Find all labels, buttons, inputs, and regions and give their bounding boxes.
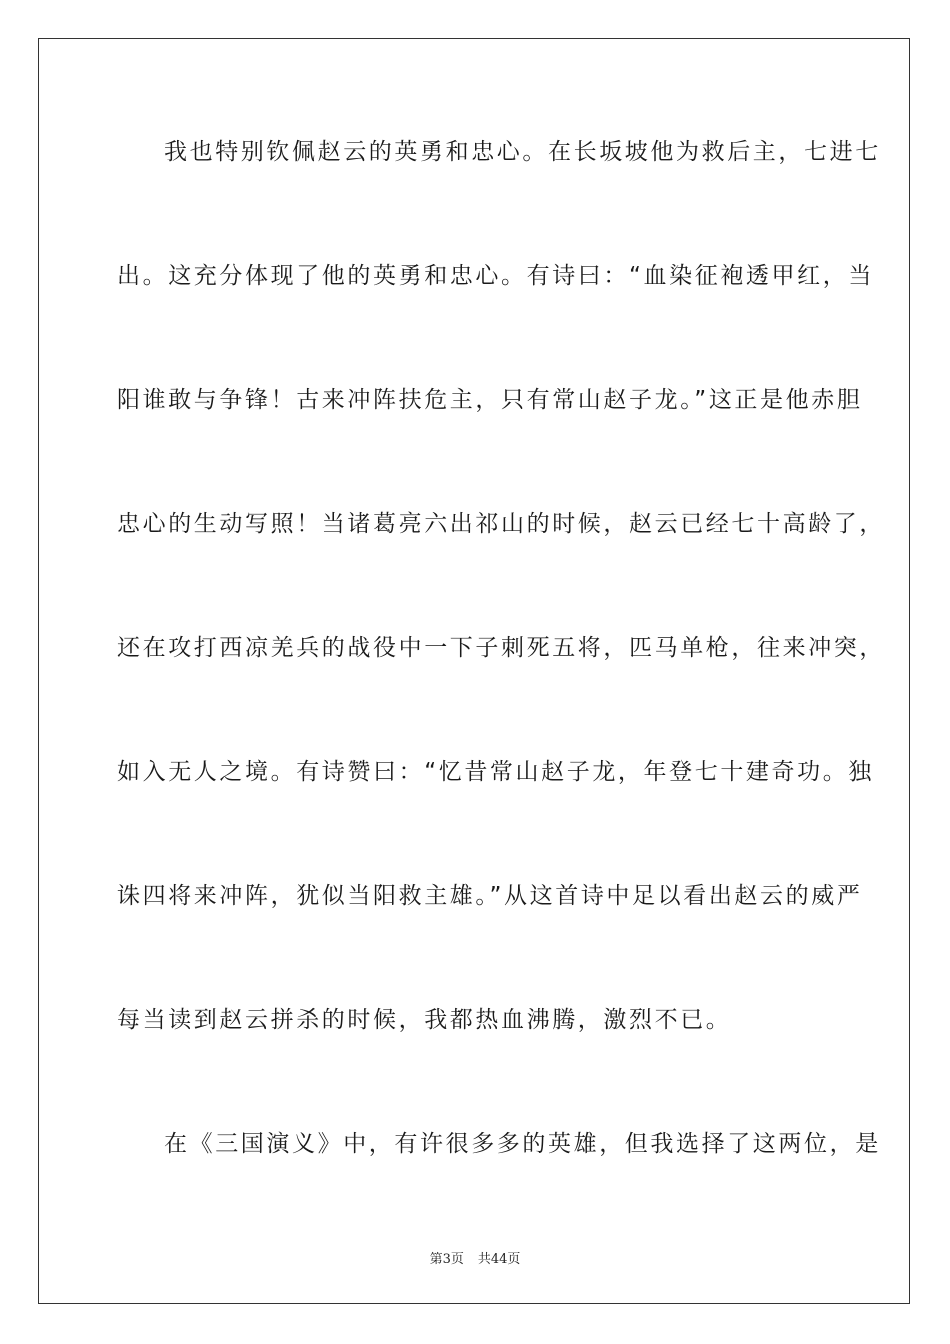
paragraph-line: 我也特别钦佩赵云的英勇和忠心。在长坂坡他为救后主，七进七 bbox=[164, 139, 881, 165]
paragraph-line: 如入无人之境。有诗赞曰：“忆昔常山赵子龙，年登七十建奇功。独 bbox=[117, 759, 874, 785]
paragraph-line: 在《三国演义》中，有许很多多的英雄，但我选择了这两位，是 bbox=[164, 1131, 881, 1157]
page-footer bbox=[0, 1248, 950, 1267]
paragraph-line: 阳谁敢与争锋！古来冲阵扶危主，只有常山赵子龙。”这正是他赤胆 bbox=[117, 387, 863, 413]
paragraph-line: 出。这充分体现了他的英勇和忠心。有诗曰：“血染征袍透甲红，当 bbox=[117, 263, 874, 289]
paragraph-line: 还在攻打西凉羌兵的战役中一下子刺死五将，匹马单枪，往来冲突， bbox=[117, 635, 885, 661]
page-total: 共44页 bbox=[477, 1252, 521, 1267]
page-border bbox=[38, 38, 910, 1304]
paragraph-line: 忠心的生动写照！当诸葛亮六出祁山的时候，赵云已经七十高龄了， bbox=[117, 511, 885, 537]
paragraph-line: 诛四将来冲阵，犹似当阳救主雄。”从这首诗中足以看出赵云的威严 bbox=[117, 883, 863, 909]
paragraph-line: 每当读到赵云拼杀的时候，我都热血沸腾，激烈不已。 bbox=[117, 1007, 732, 1033]
page-number: 第3页 bbox=[429, 1252, 464, 1267]
